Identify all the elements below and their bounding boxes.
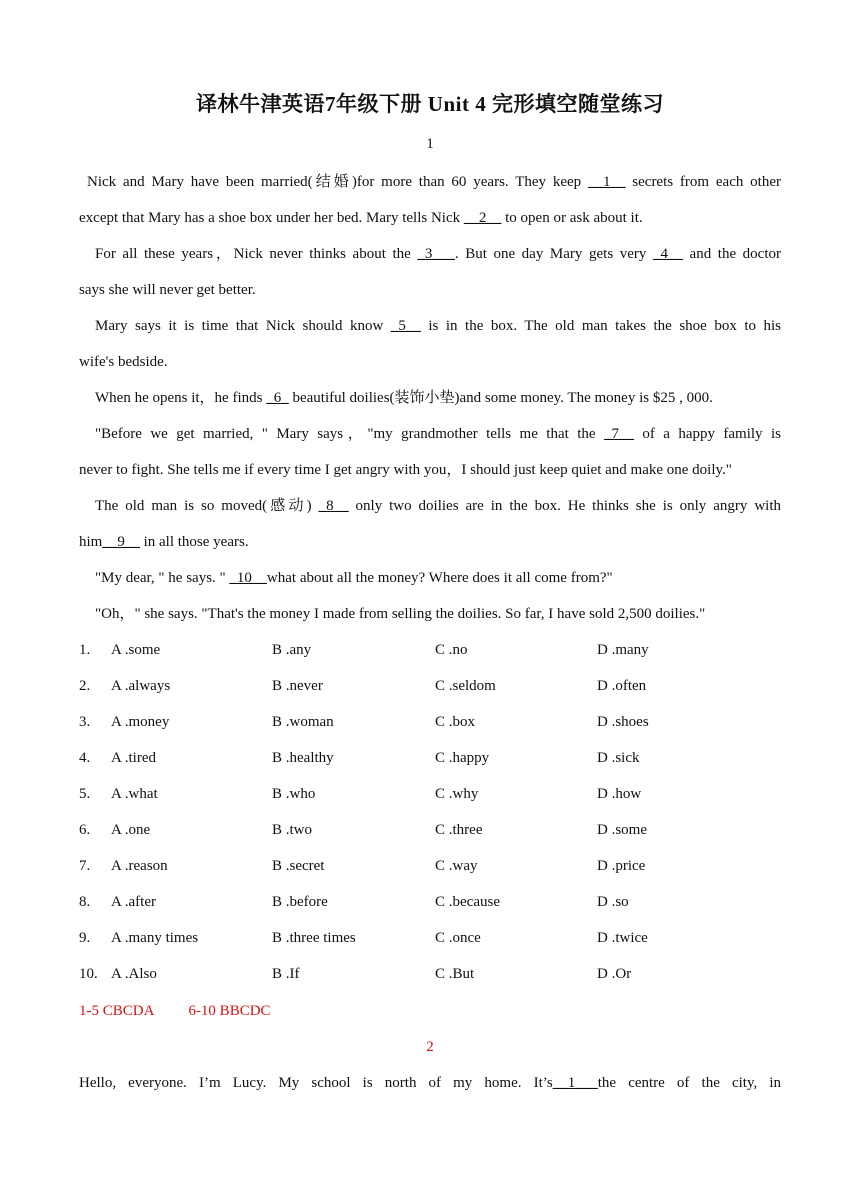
option-row [79, 740, 781, 776]
question-number: 3. [79, 714, 91, 730]
option-a: A .money [111, 714, 170, 730]
option-row [79, 668, 781, 704]
option-b: B .who [272, 786, 316, 802]
option-row [79, 704, 781, 740]
passage-line: "Oh，" she says. "That's the money I made from selling the doilies. So far, I have sold 2,500 doilies." [95, 606, 706, 622]
option-d: D .often [597, 678, 647, 694]
blank-2: __2__ [463, 210, 502, 226]
option-a: A .some [111, 642, 161, 658]
option-c: C .seldom [435, 678, 496, 694]
passage-line: The old man is so moved(感动) _8__ only two doilies are in the box. He thinks she is only angry with [95, 498, 781, 514]
blank-7: _7__ [603, 426, 634, 442]
passage-line: "My dear, " he says. " _10__what about all the money? Where does it all come from?" [95, 570, 613, 586]
option-d: D .some [597, 822, 647, 838]
option-d: D .how [597, 786, 642, 802]
question-number: 1. [79, 642, 91, 658]
question-number: 10. [79, 966, 98, 982]
section-1-passage [79, 164, 781, 632]
option-d: D .so [597, 894, 629, 910]
option-c: C .because [435, 894, 500, 910]
blank-1: __1__ [587, 174, 626, 190]
option-c: C .no [435, 642, 468, 658]
passage-line: except that Mary has a shoe box under her bed. Mary tells Nick __2__ to open or ask about it. [79, 210, 643, 226]
blank-8: _8__ [318, 498, 349, 514]
passage-line: For all these years，Nick never thinks about the _3___. But one day Mary gets very _4__ and the doctor [95, 246, 781, 262]
option-c: C .But [435, 966, 475, 982]
blank-1: __1___ [552, 1075, 598, 1091]
blank-3: _3___ [417, 246, 455, 262]
option-c: C .why [435, 786, 479, 802]
option-b: B .healthy [272, 750, 334, 766]
option-b: B .any [272, 642, 312, 658]
option-a: A .tired [111, 750, 156, 766]
section-2-number: 2 [426, 1039, 434, 1055]
passage-line: "Before we get married, " Mary says，"my grandmother tells me that the _7__ of a happy family is [95, 426, 781, 442]
option-a: A .one [111, 822, 151, 838]
option-c: C .three [435, 822, 483, 838]
options-list [79, 632, 781, 992]
question-number: 4. [79, 750, 91, 766]
option-d: D .sick [597, 750, 640, 766]
option-a: A .reason [111, 858, 168, 874]
option-row [79, 920, 781, 956]
option-b: B .woman [272, 714, 334, 730]
passage-line: Mary says it is time that Nick should know _5__ is in the box. The old man takes the shoe box to his [95, 318, 781, 334]
question-number: 2. [79, 678, 91, 694]
passage-line: Nick and Mary have been married(结婚)for more than 60 years. They keep __1__ secrets from each other [87, 174, 781, 190]
option-row [79, 848, 781, 884]
blank-10: _10__ [229, 570, 267, 586]
option-row [79, 884, 781, 920]
option-row [79, 812, 781, 848]
question-number: 8. [79, 894, 91, 910]
section-2-passage [79, 1065, 781, 1101]
option-b: B .two [272, 822, 313, 838]
question-number: 5. [79, 786, 91, 802]
answer-key-1-5: 1-5 CBCDA [79, 1003, 155, 1019]
option-c: C .box [435, 714, 476, 730]
option-a: A .what [111, 786, 158, 802]
section-1-number: 1 [426, 136, 434, 152]
option-c: C .once [435, 930, 481, 946]
passage-line: Hello, everyone. I’m Lucy. My school is north of my home. It’s__1___the centre of the city, in [79, 1075, 781, 1091]
option-c: C .way [435, 858, 478, 874]
question-number: 7. [79, 858, 91, 874]
answer-key [79, 993, 271, 1029]
option-b: B .secret [272, 858, 325, 874]
question-number: 9. [79, 930, 91, 946]
option-d: D .many [597, 642, 649, 658]
page-title: 译林牛津英语7年级下册 Unit 4 完形填空随堂练习 [196, 92, 664, 116]
option-a: A .always [111, 678, 171, 694]
option-d: D .shoes [597, 714, 649, 730]
option-c: C .happy [435, 750, 490, 766]
blank-6: _6_ [266, 390, 289, 406]
option-a: A .after [111, 894, 156, 910]
passage-line: him__9__ in all those years. [79, 534, 249, 550]
passage-line: wife's bedside. [79, 354, 168, 370]
option-row [79, 632, 781, 668]
option-b: B .three times [272, 930, 356, 946]
option-d: D .price [597, 858, 646, 874]
blank-9: __9__ [102, 534, 140, 550]
option-b: B .If [272, 966, 300, 982]
option-b: B .never [272, 678, 323, 694]
option-b: B .before [272, 894, 328, 910]
blank-4: _4__ [652, 246, 683, 262]
blank-5: _5__ [390, 318, 421, 334]
question-number: 6. [79, 822, 91, 838]
passage-line: says she will never get better. [79, 282, 256, 298]
option-d: D .twice [597, 930, 648, 946]
option-row [79, 956, 781, 992]
passage-line: never to fight. She tells me if every time I get angry with you，I should just keep quiet and make one doily." [79, 462, 732, 478]
passage-line: When he opens it，he finds _6_ beautiful doilies(装饰小垫)and some money. The money is $25 , 000. [95, 390, 713, 406]
option-a: A .many times [111, 930, 199, 946]
option-d: D .Or [597, 966, 632, 982]
answer-key-6-10: 6-10 BBCDC [188, 1003, 271, 1019]
option-row [79, 776, 781, 812]
option-a: A .Also [111, 966, 157, 982]
